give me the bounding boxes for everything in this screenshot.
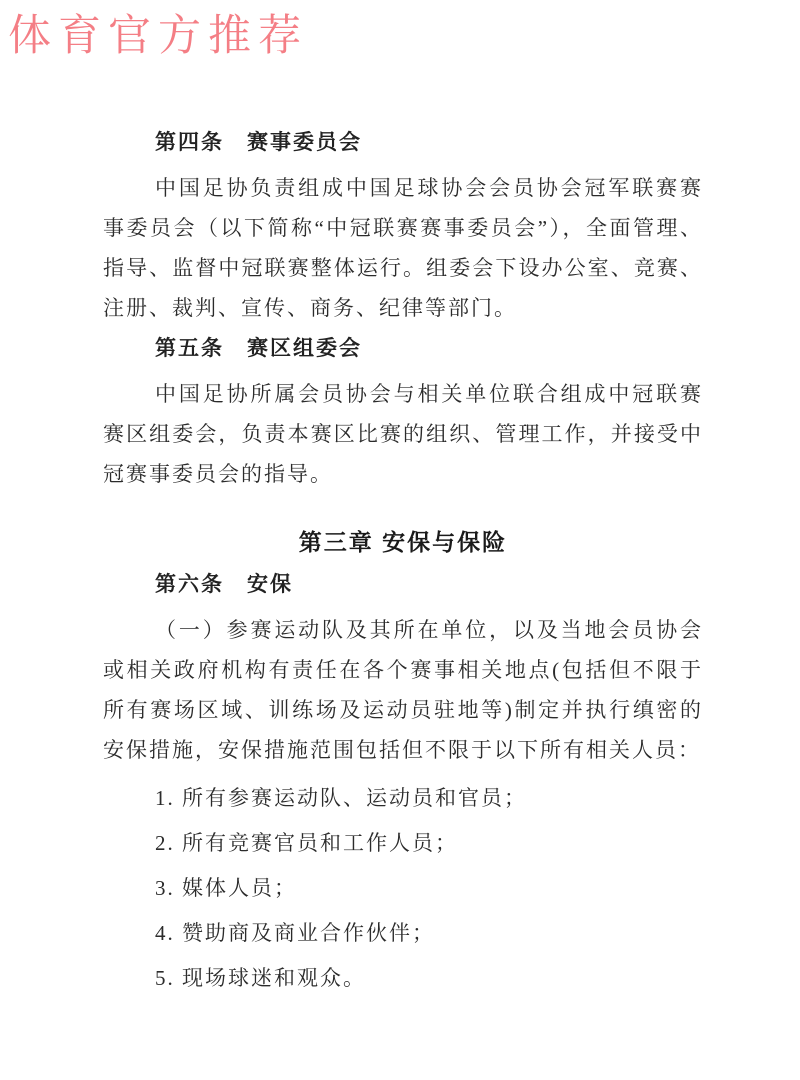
article-5-body: 中国足协所属会员协会与相关单位联合组成中冠联赛赛区组委会，负责本赛区比赛的组织、管理工作，并接受中冠赛事委员会的指导。 — [103, 382, 703, 486]
watermark-text: 体育官方推荐 — [8, 13, 308, 60]
chapter-3-heading: 第三章 安保与保险 — [298, 529, 508, 555]
document-content — [103, 122, 703, 1001]
security-personnel-list — [103, 776, 703, 1001]
list-item: 2. 所有竞赛官员和工作人员； — [155, 831, 458, 855]
list-item: 4. 赞助商及商业合作伙伴； — [155, 921, 435, 945]
article-4-heading: 第四条 赛事委员会 — [155, 130, 362, 154]
list-item: 1. 所有参赛运动队、运动员和官员； — [155, 786, 527, 810]
article-6-body: （一）参赛运动队及其所在单位，以及当地会员协会或相关政府机构有责任在各个赛事相关地点(包括但不限于所有赛场区域、训练场及运动员驻地等)制定并执行缜密的安保措施，安保措施范围包括但不限于以下所有相关人员： — [103, 618, 703, 762]
article-4-body: 中国足协负责组成中国足球协会会员协会冠军联赛赛事委员会（以下简称“中冠联赛赛事委员会”），全面管理、指导、监督中冠联赛整体运行。组委会下设办公室、竞赛、注册、裁判、宣传、商务、纪律等部门。 — [103, 176, 703, 320]
list-item: 3. 媒体人员； — [155, 876, 297, 900]
list-item: 5. 现场球迷和观众。 — [155, 966, 366, 990]
article-6-heading: 第六条 安保 — [155, 572, 293, 596]
article-5-heading: 第五条 赛区组委会 — [155, 336, 362, 360]
